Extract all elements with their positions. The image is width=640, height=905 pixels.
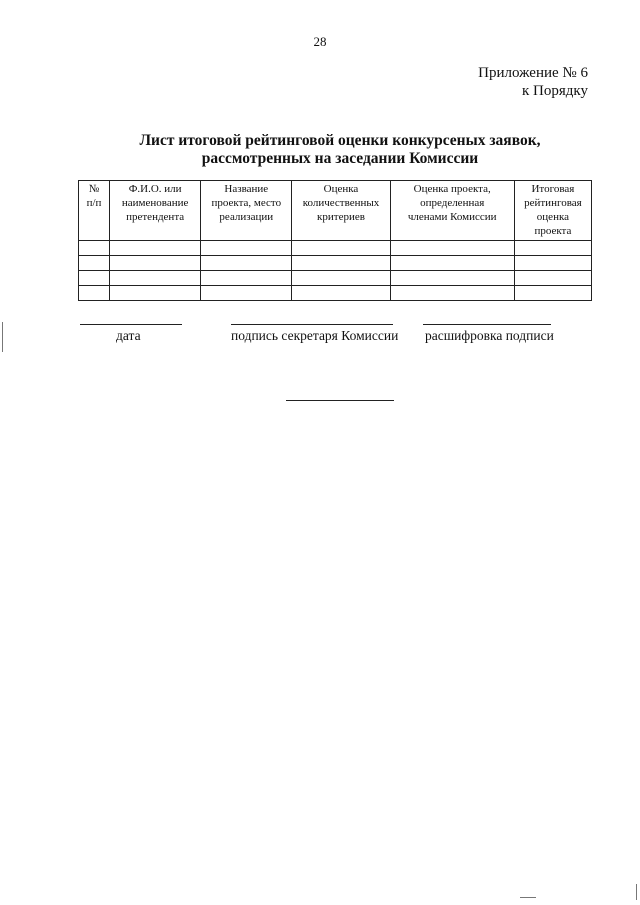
header-text: Оценка проекта,: [413, 183, 491, 195]
secretary-label: подпись секретаря Комиссии: [231, 328, 399, 343]
table-cell: [201, 241, 292, 256]
table-row: [79, 271, 592, 286]
table-row: [79, 286, 592, 301]
header-text: оценка: [536, 211, 570, 223]
table-row: [79, 241, 592, 256]
table-cell: [79, 271, 110, 286]
header-text: реализации: [219, 211, 274, 223]
table-cell: [390, 256, 514, 271]
rating-table: [78, 180, 592, 301]
header-text: членами Комиссии: [407, 211, 497, 223]
table-cell: [292, 256, 390, 271]
scan-artifact: [636, 884, 637, 900]
header-text: претендента: [126, 211, 185, 223]
table-cell: [110, 271, 201, 286]
header-text: определенная: [420, 197, 485, 209]
table-cell: [514, 271, 591, 286]
appendix-heading: [478, 64, 588, 100]
table-cell: [514, 286, 591, 301]
appendix-line-2: к Порядку: [522, 83, 588, 99]
header-text: Название: [224, 183, 269, 195]
table-cell: [514, 241, 591, 256]
table-cell: [79, 241, 110, 256]
header-text: Оценка: [323, 183, 359, 195]
table-cell: [79, 286, 110, 301]
header-text: критериев: [317, 211, 365, 223]
header-cell-number: [79, 181, 110, 241]
extra-signature-line: [286, 400, 394, 401]
table-cell: [390, 271, 514, 286]
header-text: проекта: [534, 225, 572, 237]
header-text: Ф.И.О. или: [128, 183, 182, 195]
date-signature-line: [80, 324, 182, 325]
decipher-signature-line: [423, 324, 551, 325]
table-cell: [201, 271, 292, 286]
table-cell: [79, 256, 110, 271]
appendix-line-1: Приложение № 6: [478, 65, 588, 81]
title-line-1: Лист итоговой рейтинговой оценки конкурсеных заявок,: [139, 132, 541, 149]
header-text: проекта, место: [211, 197, 282, 209]
table-cell: [390, 241, 514, 256]
table-cell: [292, 286, 390, 301]
table-cell: [201, 286, 292, 301]
secretary-signature-line: [231, 324, 393, 325]
header-text: №: [88, 183, 100, 195]
header-cell-applicant: [110, 181, 201, 241]
page-number: 28: [313, 34, 327, 49]
header-cell-final-rating: [514, 181, 591, 241]
header-cell-quantitative-score: [292, 181, 390, 241]
table-body: [79, 241, 592, 301]
table-cell: [201, 256, 292, 271]
document-title: [0, 132, 640, 168]
table-cell: [110, 286, 201, 301]
header-cell-commission-score: [390, 181, 514, 241]
table-cell: [390, 286, 514, 301]
header-text: п/п: [86, 197, 102, 209]
table-cell: [110, 256, 201, 271]
header-text: Итоговая: [531, 183, 575, 195]
table-cell: [292, 271, 390, 286]
date-label: дата: [116, 328, 141, 343]
table-header-row: [79, 181, 592, 241]
header-text: наименование: [121, 197, 189, 209]
table-cell: [292, 241, 390, 256]
header-text: рейтинговая: [524, 197, 582, 209]
table-cell: [110, 241, 201, 256]
scan-artifact: [2, 322, 3, 352]
table-cell: [514, 256, 591, 271]
scan-artifact: [520, 897, 536, 898]
header-cell-project-name: [201, 181, 292, 241]
header-text: количественных: [302, 197, 380, 209]
title-line-2: рассмотренных на заседании Комиссии: [201, 150, 479, 167]
decipher-label: расшифровка подписи: [425, 328, 554, 343]
table-row: [79, 256, 592, 271]
